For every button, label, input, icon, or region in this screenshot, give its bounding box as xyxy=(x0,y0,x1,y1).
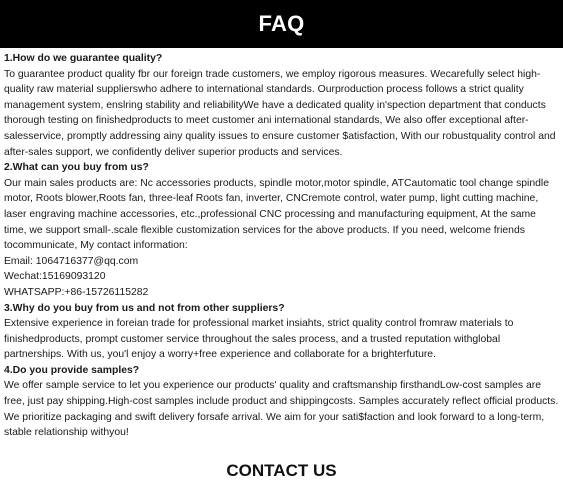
page-title: FAQ xyxy=(258,11,305,36)
faq-answer: To guarantee product quality fbr our foreign trade customers, we employ rigorous measures. Wecarefully select high-quality raw material supplierswho adhere to international standards. Ourproduction process follows a strict quality management system, enslring stability and reliabilityWe have a dedicated quality in'spection department that conducts thorough testing on finishedproducts to meet customer ani international standards, We also offer exceptional after-salesservice, promptly addressing ainy quality issues to ensure customer $atisfaction, With our robustquality control and after-sales support, we confidently deliver superior products and services. xyxy=(4,68,556,158)
contact-whatsapp: WHATSAPP:+86-15726115282 xyxy=(4,286,149,298)
faq-question: 2.What can you buy from us? xyxy=(4,162,149,174)
faq-question: 4.Do you provide samples? xyxy=(4,364,140,376)
faq-question: 3.Why do you buy from us and not from other suppliers? xyxy=(4,302,285,314)
contact-wechat: Wechat:15169093120 xyxy=(4,271,106,283)
faq-answer: Our main sales products are: Nc accessories products, spindle motor,motor spindle, ATCautomatic tool change spindle motor, Roots blower,Roots fan, three-leaf Roots fan, inverter, CNCremote control, water pump, light cutting machine, laser engraving machine accessories, etc.,professional CNC processing and manufacturing equipment, At the same time, we support small-.scale flexible customization services for the above products. If you need, welcome friends tocommunicate, My contact information: xyxy=(4,177,549,252)
faq-item-products xyxy=(4,160,560,300)
faq-answer: Extensive experience in foreian trade for professional market insiahts, strict quality control fromraw materials to finishedproducts, prompt customer service throughout the sales process, and a trusted reputation withglobal partnerships. With us, you'l enjoy a worry+free experience and collaborate for a brighterfuture. xyxy=(4,318,514,361)
faq-header xyxy=(0,0,563,48)
faq-item-samples xyxy=(4,363,560,441)
faq-content xyxy=(4,51,560,441)
faq-answer: We offer sample service to let you experience our products' quality and craftsmanship firsthandLow-cost samples are free, just pay shipping.High-cost samples include product and shippingcosts. Samples accurately reflect official products. We prioritize packaging and swift delivery forsafe arrival. We aim for your sati$faction and look forward to a long-term, stable relationship withyou! xyxy=(4,380,559,439)
contact-us-heading: CONTACT US xyxy=(226,461,337,480)
faq-item-quality xyxy=(4,51,560,160)
contact-email: Email: 1064716377@qq.com xyxy=(4,255,139,267)
faq-item-why-us xyxy=(4,301,560,363)
faq-question: 1.How do we guarantee quality? xyxy=(4,53,163,64)
